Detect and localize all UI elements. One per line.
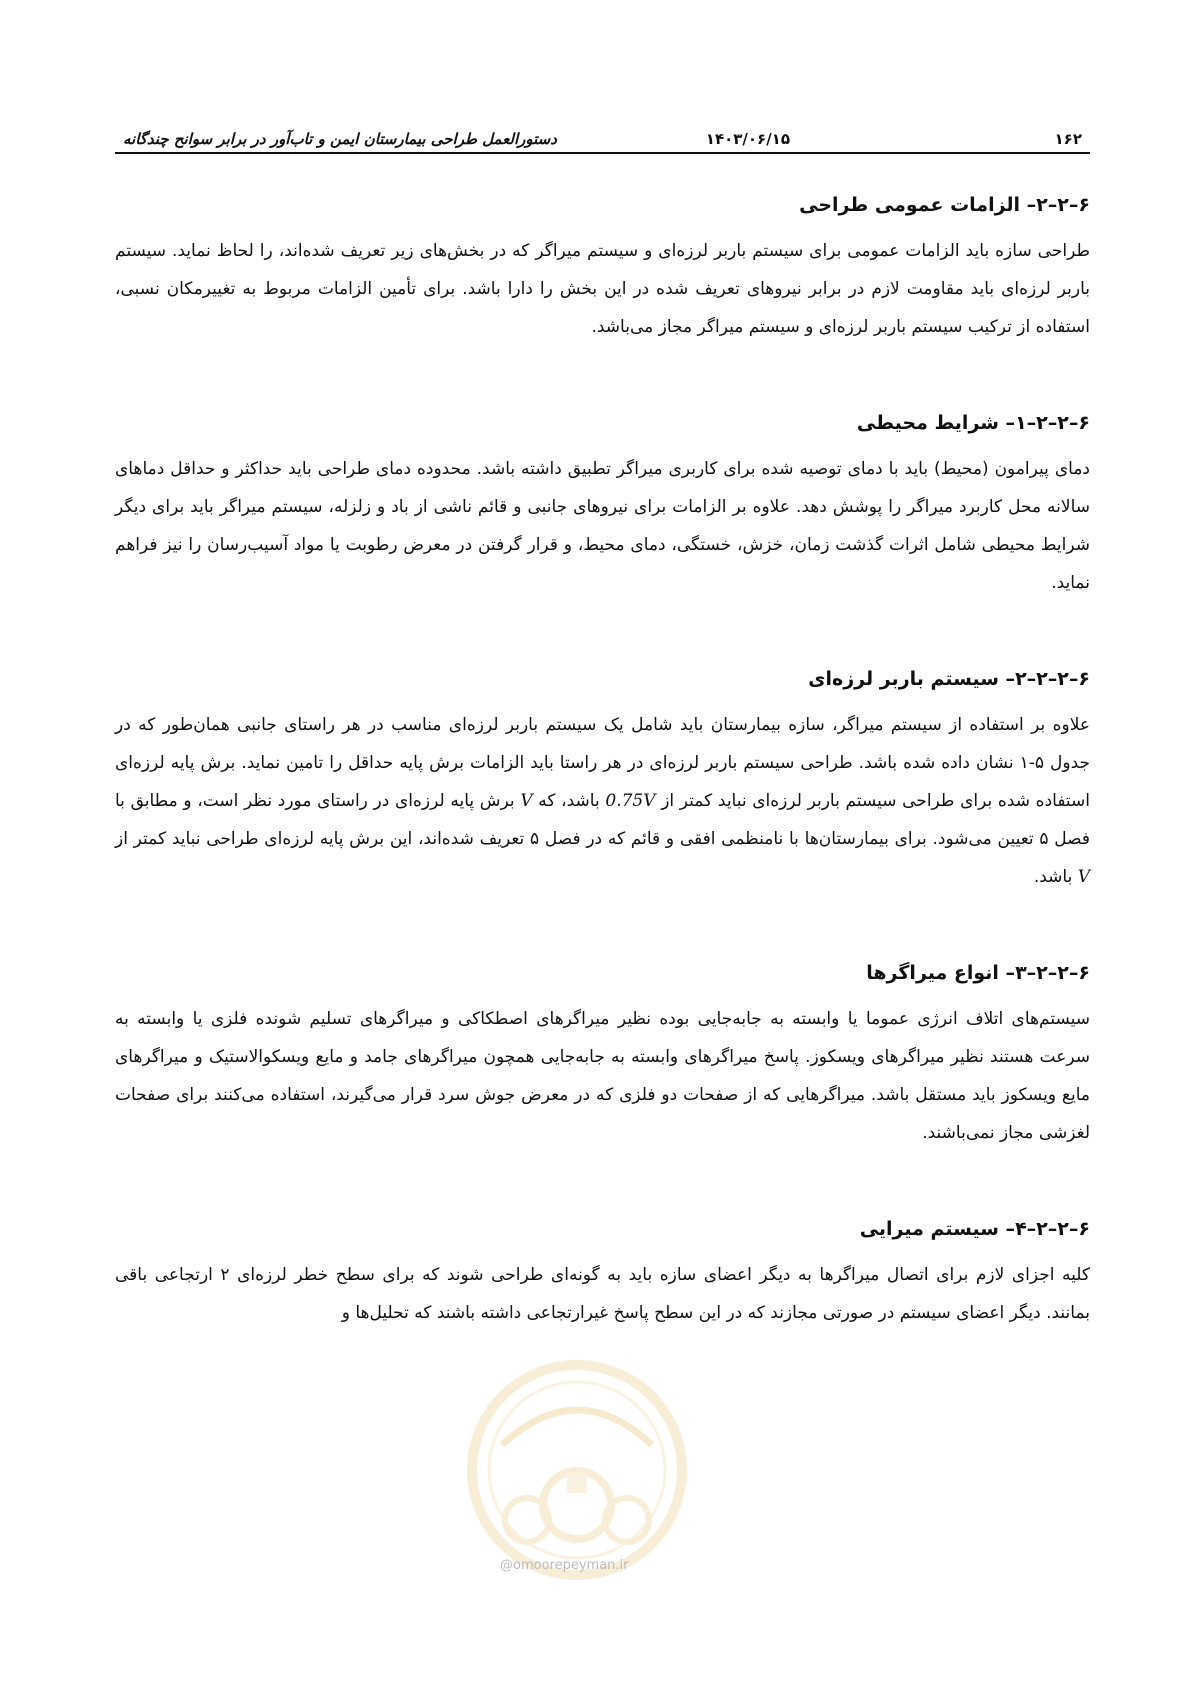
paragraph-text: باشد.	[1033, 867, 1073, 887]
section-paragraph: کلیه اجزای لازم برای اتصال میراگرها به دیگر اعضای سازه باید به گونه‌ای طراحی شوند که برای سطح خطر لرزه‌ای ۲ ارتجاعی باقی بمانند. دیگر اعضای سیستم در صورتی مجازند که در این سطح پاسخ غیرارتجاعی داشته باشند که تحلیل‌ها و	[115, 1265, 1090, 1323]
page-number: ۱۶۲	[1054, 130, 1082, 148]
section-heading: ۶–۲–۲–۳– انواع میراگرها	[866, 962, 1090, 984]
paragraph-text: علاوه بر استفاده از سیستم میراگر، سازه بیمارستان باید شامل یک سیستم باربر لرزه‌ای مناسب در هر راستای جانبی همان‌طور که در جدول ۵-۱ نشان داده شده باشد. طراحی سیستم باربر لرزه‌ای در هر راستا باید الزامات برش پایه حداقل را تامین نماید. برش پایه لرزه‌ای استفاده شده برای طراحی سیستم باربر لرزه‌ای نباید کمتر از	[115, 715, 1091, 811]
section-heading: ۶–۲–۲–۱– شرایط محیطی	[856, 412, 1090, 434]
section-heading: ۶–۲–۲– الزامات عمومی طراحی	[799, 194, 1090, 216]
header-title: دستورالعمل طراحی بیمارستان ایمن و تاب‌آور در برابر سوانح چندگانه	[123, 130, 557, 148]
section-paragraph: سیستم‌های اتلاف انرژی عموما یا وابسته به جابه‌جایی بوده نظیر میراگرهای اصطکاکی و میراگرهای تسلیم شونده فلزی یا وابسته به سرعت هستند نظیر میراگرهای ویسکوز. پاسخ میراگرهای وابسته به جابه‌جایی همچون میراگرهای جامد و مایع ویسکوالاستیک و میراگرهای مایع ویسکوز باید مستقل باشد. میراگرهایی که از صفحات دو فلزی که در معرض جوش سرد قرار می‌گیرند، استفاده می‌کنند برای صفحات لغزشی مجاز نمی‌باشند.	[115, 1009, 1090, 1143]
main-content	[115, 182, 1090, 1332]
watermark-url: @omoorepeyman.ir	[500, 1558, 629, 1573]
section-heading: ۶–۲–۲–۴– سیستم میرایی	[859, 1218, 1090, 1240]
watermark-logo-icon	[462, 1355, 692, 1585]
math-v: V	[520, 791, 533, 811]
section-paragraph: دمای پیرامون (محیط) باید با دمای توصیه شده برای کاربری میراگر تطبیق داشته باشد. محدوده دمای طراحی باید حداکثر و حداقل دماهای سالانه محل کاربرد میراگر را پوشش دهد. علاوه بر الزامات برای نیروهای جانبی و قائم ناشی از باد و زلزله، سیستم میراگر باید برای دیگر شرایط محیطی شامل اثرات گذشت زمان، خزش، خستگی، دمای محیط، و قرار گرفتن در معرض رطوبت یا مواد آسیب‌رسان را نیز فراهم نماید.	[115, 459, 1090, 593]
paragraph-text: برش پایه لرزه‌ای در راستای مورد نظر است، و مطابق با فصل ۵ تعیین می‌شود. برای بیمارستان‌ها با نامنظمی افقی و قائم که در فصل ۵ تعریف شده‌اند، این برش پایه لرزه‌ای طراحی نباید کمتر از	[115, 791, 1090, 849]
section-heading: ۶–۲–۲–۲– سیستم باربر لرزه‌ای	[808, 668, 1090, 690]
math-v: V	[1077, 867, 1090, 887]
paragraph-text: باشد، که	[538, 791, 600, 811]
section-paragraph	[115, 706, 1090, 896]
section-paragraph: طراحی سازه باید الزامات عمومی برای سیستم باربر لرزه‌ای و سیستم میراگر که در بخش‌های زیر تعریف شده‌اند، را لحاظ نماید. سیستم باربر لرزه‌ای باید مقاومت لازم در برابر نیروهای تعریف شده در این بخش را دارا باشد. برای تأمین الزامات مربوط به تغییرمکان نسبی، استفاده از ترکیب سیستم باربر لرزه‌ای و سیستم میراگر مجاز می‌باشد.	[115, 241, 1090, 337]
header-date: ۱۴۰۳/۰۶/۱۵	[705, 130, 790, 148]
page-header	[115, 128, 1090, 154]
math-0-75v: 0.75V	[605, 791, 656, 811]
